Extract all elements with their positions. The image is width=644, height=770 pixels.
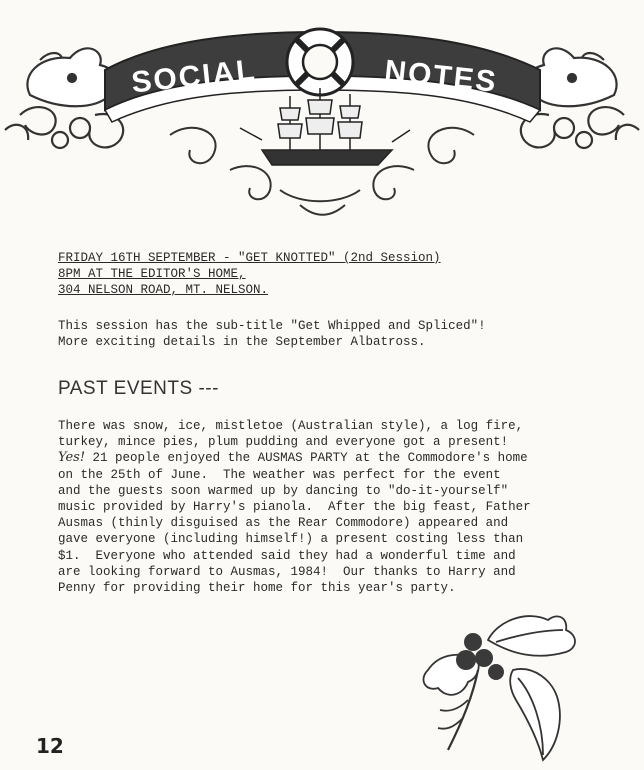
intro-line: More exciting details in the September Albatross. bbox=[58, 335, 426, 349]
event-description bbox=[58, 318, 598, 350]
social-notes-banner bbox=[0, 0, 644, 235]
body-line: and the guests soon warmed up by dancing to "do-it-yourself" bbox=[58, 483, 509, 498]
banner-word-social: SOCIAL bbox=[129, 53, 259, 100]
event-date-line: FRIDAY 16TH SEPTEMBER - "GET KNOTTED" (2nd Session) bbox=[58, 251, 441, 265]
body-line: Ausmas (thinly disguised as the Rear Commodore) appeared and bbox=[58, 516, 509, 531]
body-line: on the 25th of June. The weather was perfect for the event bbox=[58, 467, 501, 482]
intro-line: This session has the sub-title "Get Whipped and Spliced"! bbox=[58, 319, 486, 333]
body-line: music provided by Harry's pianola. After the big feast, Father bbox=[58, 500, 531, 515]
upcoming-event bbox=[58, 250, 441, 298]
handwritten-yes: Yes! bbox=[58, 450, 86, 466]
event-address-line: 304 NELSON ROAD, MT. NELSON. bbox=[58, 283, 269, 297]
body-line: turkey, mince pies, plum pudding and everyone got a present! bbox=[58, 435, 509, 450]
holly-sprig-icon bbox=[418, 600, 588, 768]
life-buoy-icon bbox=[287, 29, 353, 95]
body-line: $1. Everyone who attended said they had a wonderful time and bbox=[58, 548, 516, 563]
body-line: Yes! 21 people enjoyed the AUSMAS PARTY at the Commodore's home bbox=[58, 450, 528, 466]
event-time-line: 8PM AT THE EDITOR'S HOME, bbox=[58, 267, 246, 281]
body-line: Penny for providing their home for this year's party. bbox=[58, 581, 456, 596]
body-line: are looking forward to Ausmas, 1984! Our thanks to Harry and bbox=[58, 564, 516, 579]
past-events-heading: PAST EVENTS --- bbox=[58, 378, 219, 399]
page-number: 12 bbox=[36, 734, 64, 758]
scroll-swirl-decoration bbox=[170, 128, 474, 215]
body-line: There was snow, ice, mistletoe (Australian style), a log fire, bbox=[58, 419, 524, 433]
body-line: gave everyone (including himself!) a present costing less than bbox=[58, 532, 524, 547]
banner-word-notes: NOTES bbox=[382, 54, 500, 99]
sailing-ship-icon bbox=[240, 88, 410, 165]
past-events-body bbox=[58, 418, 618, 596]
